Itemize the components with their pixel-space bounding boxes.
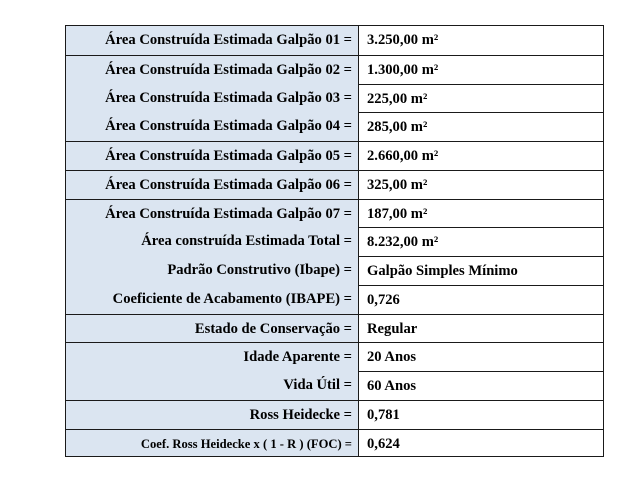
row-label: Área Construída Estimada Galpão 03 = xyxy=(66,84,358,113)
table-row xyxy=(66,256,603,285)
row-value: 225,00 m² xyxy=(358,84,603,113)
row-value: 60 Anos xyxy=(358,371,603,400)
table-row xyxy=(66,55,603,84)
row-value: 325,00 m² xyxy=(358,170,603,199)
row-value: 0,726 xyxy=(358,285,603,314)
row-label: Área Construída Estimada Galpão 01 = xyxy=(66,26,358,55)
row-label: Área Construída Estimada Galpão 02 = xyxy=(66,55,358,84)
row-value: 20 Anos xyxy=(358,342,603,371)
row-value: Galpão Simples Mínimo xyxy=(358,256,603,285)
row-value: 0,624 xyxy=(358,429,603,457)
row-label: Área Construída Estimada Galpão 04 = xyxy=(66,112,358,141)
row-value: 1.300,00 m² xyxy=(358,55,603,84)
table-row xyxy=(66,170,603,199)
row-value: Regular xyxy=(358,314,603,343)
table-row xyxy=(66,400,603,429)
table-row xyxy=(66,314,603,343)
row-label: Área construída Estimada Total = xyxy=(66,227,358,256)
row-label: Coeficiente de Acabamento (IBAPE) = xyxy=(66,285,358,314)
table-row xyxy=(66,429,603,458)
table-row xyxy=(66,199,603,228)
row-value: 285,00 m² xyxy=(358,112,603,141)
row-label: Área Construída Estimada Galpão 06 = xyxy=(66,170,358,199)
row-value: 187,00 m² xyxy=(358,199,603,228)
row-value: 2.660,00 m² xyxy=(358,141,603,170)
row-label: Coef. Ross Heidecke x ( 1 - R ) (FOC) = xyxy=(66,429,358,457)
row-label: Padrão Construtivo (Ibape) = xyxy=(66,256,358,285)
table-row xyxy=(66,227,603,256)
row-label: Vida Útil = xyxy=(66,371,358,400)
row-value: 0,781 xyxy=(358,400,603,429)
table-row xyxy=(66,285,603,314)
table-row xyxy=(66,84,603,113)
row-label: Ross Heidecke = xyxy=(66,400,358,429)
table-row xyxy=(66,342,603,371)
row-value: 8.232,00 m² xyxy=(358,227,603,256)
table-row xyxy=(66,112,603,141)
table-row xyxy=(66,371,603,400)
row-value: 3.250,00 m² xyxy=(358,26,603,55)
row-label: Idade Aparente = xyxy=(66,342,358,371)
data-table xyxy=(65,25,604,457)
row-label: Área Construída Estimada Galpão 07 = xyxy=(66,199,358,228)
row-label: Área Construída Estimada Galpão 05 = xyxy=(66,141,358,170)
table-row xyxy=(66,141,603,170)
table-row xyxy=(66,26,603,55)
row-label: Estado de Conservação = xyxy=(66,314,358,343)
